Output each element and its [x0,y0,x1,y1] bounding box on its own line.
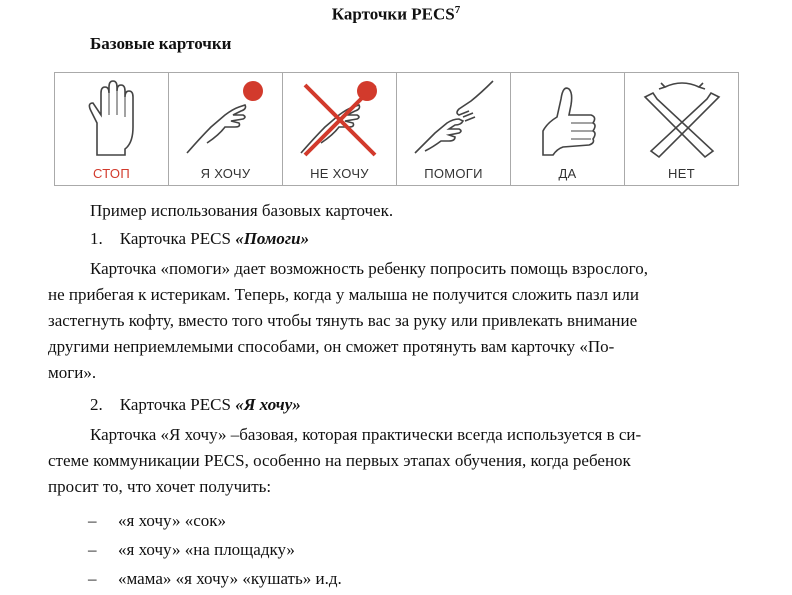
item-prefix: Карточка PECS [119,395,236,414]
intro-text: Пример использования базовых карточек. [90,201,394,220]
footnote-mark: 7 [454,4,461,16]
dash-bullet: – [88,540,97,559]
item-name: «Я хочу» [235,395,301,414]
example-item [88,508,226,534]
dash-bullet: – [88,511,97,530]
list-item-i-want [48,392,742,418]
item-number: 1. [90,229,103,248]
example-text: «я хочу» «сок» [118,511,227,530]
paragraph-line: застегнуть кофту, вместо того чтобы тянуть вас за руку или привлекать внимание [48,311,638,330]
paragraph-help [48,256,742,386]
paragraph-i-want [48,422,742,500]
page-title: Карточки PECS$^7$ [331,4,461,24]
paragraph-line: другими неприемлемыми способами, он сможет протянуть вам карточку «По- [48,337,615,356]
card-stop [55,73,169,185]
card-help [397,73,511,185]
example-text: «я хочу» «на площадку» [118,540,295,559]
paragraph-line: моги». [48,363,97,382]
paragraph-line: Карточка «помоги» дает возможность ребенку попросить помощь взрослого, [90,259,648,278]
crossed-arms-icon [637,77,727,159]
paragraph-line: не прибегая к истерикам. Теперь, когда у малыша не получится сложить пазл или [48,285,639,304]
card-yes [511,73,625,185]
paragraph-line: Карточка «Я хочу» –базовая, которая практически всегда используется в си- [90,425,642,444]
card-label: НЕТ [668,166,695,181]
stop-hand-icon [67,77,157,159]
card-label: Я ХОЧУ [200,166,251,181]
pecs-cards-strip [54,72,739,186]
list-item-help [48,226,742,252]
card-label: ПОМОГИ [424,166,483,181]
card-no [625,73,738,185]
dash-bullet: – [88,569,97,588]
example-text: «мама» «я хочу» «кушать» и.д. [118,569,342,588]
item-prefix: Карточка PECS [119,229,236,248]
card-label: СТОП [93,166,130,181]
paragraph-line: стеме коммуникации PECS, особенно на первых этапах обучения, когда ребенок [48,451,631,470]
item-number: 2. [90,395,103,414]
card-label: НЕ ХОЧУ [310,166,369,181]
item-name: «Помоги» [235,229,310,248]
card-i-want [169,73,283,185]
card-dont-want [283,73,397,185]
crossed-reaching-hand-icon [295,77,385,159]
helping-hands-icon [409,77,499,159]
thumbs-up-icon [523,77,613,159]
card-label: ДА [558,166,577,181]
example-item [88,537,295,563]
example-item [88,566,342,592]
paragraph-line: просит то, что хочет получить: [48,477,272,496]
section-subtitle: Базовые карточки [90,34,232,53]
reaching-hand-icon [181,77,271,159]
